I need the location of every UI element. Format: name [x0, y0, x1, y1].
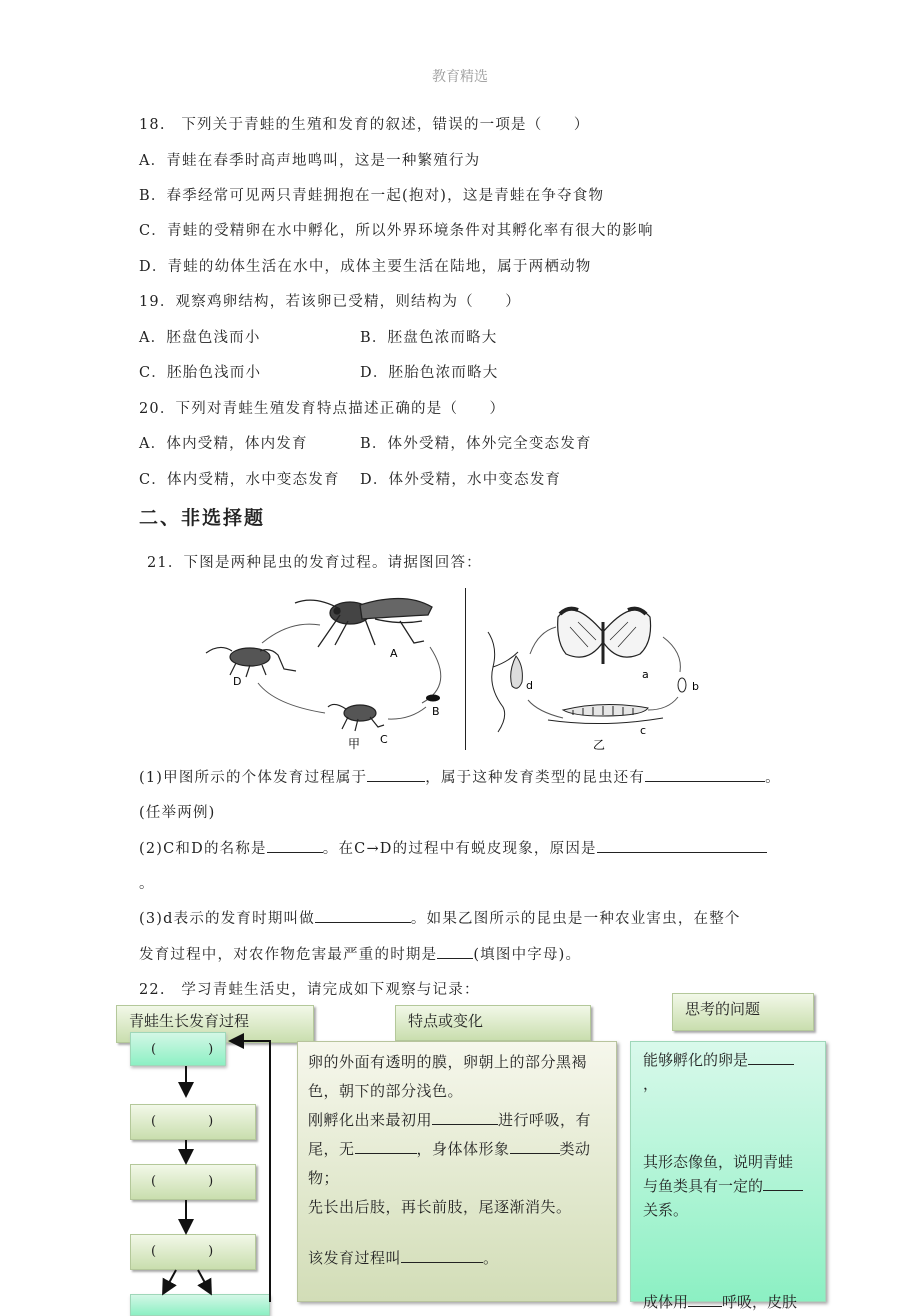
- q21-part1: [139, 766, 781, 787]
- egg-icon: [426, 695, 440, 702]
- features-panel: [297, 1041, 617, 1302]
- answer-blank-13[interactable]: [688, 1294, 722, 1307]
- q18-option-c: C．青蛙的受精卵在水中孵化，所以外界环境条件对其孵化率有很大的影响: [139, 223, 654, 239]
- q21-p1-text-b: ，属于这种发育类型的昆虫还有: [425, 770, 646, 786]
- mid-line-7-b: 。: [483, 1249, 499, 1267]
- q19-stem: 19．观察鸡卵结构，若该卵已受精，则结构为（ ）: [139, 294, 521, 310]
- arrow-4-right: [198, 1270, 210, 1292]
- right-spacer-1: [643, 1096, 813, 1150]
- answer-blank-2[interactable]: [645, 769, 765, 782]
- header-features: 特点或变化: [395, 1005, 591, 1041]
- q21-p1-text-a: (1)甲图所示的个体发育过程属于: [139, 770, 368, 786]
- q19-option-a: A．胚盘色浅而小: [139, 330, 261, 346]
- answer-blank-11[interactable]: [748, 1052, 794, 1065]
- right-line-6: [643, 1290, 813, 1314]
- q20-option-a: A．体内受精，体内发育: [139, 436, 308, 452]
- answer-blank-5[interactable]: [315, 910, 411, 923]
- mid-line-3: [308, 1106, 606, 1135]
- q21-p2-text-b: 。在C→D的过程中有蜕皮现象，原因是: [322, 841, 597, 857]
- mid-line-5: 物；: [308, 1169, 340, 1187]
- q21-part2: [139, 837, 767, 858]
- cycle-arrow-da: [262, 624, 320, 643]
- right-line-6-a: 成体用: [643, 1293, 689, 1311]
- flow-arrows: [120, 1030, 280, 1302]
- right-line-4: [643, 1174, 813, 1198]
- caption-right: 乙: [593, 738, 606, 752]
- right-line-6-b: 呼吸，皮肤: [722, 1293, 798, 1311]
- page-header: 教育精选: [432, 69, 488, 85]
- caption-left: 甲: [348, 737, 361, 751]
- q18-option-a: A．青蛙在春季时高声地鸣叫，这是一种繁殖行为: [139, 153, 481, 169]
- right-line-3: 其形态像鱼，说明青蛙: [643, 1153, 794, 1171]
- q21-part1-note: (任举两例): [139, 805, 216, 821]
- answer-blank-10[interactable]: [401, 1250, 483, 1263]
- q21-part3-cont: [139, 943, 581, 964]
- q21-p3-text-a: (3)d表示的发育时期叫做: [139, 911, 315, 927]
- mid-line-4-b: ，身体体形象: [416, 1140, 510, 1158]
- pupa-branch-icon: [488, 632, 522, 732]
- q21-p3-text-c: 发育过程中，对农作物危害最严重的时期是: [139, 947, 438, 963]
- answer-blank-12[interactable]: [763, 1178, 803, 1191]
- q20-option-b: B．体外受精，体外完全变态发育: [360, 436, 592, 452]
- stage-box-1[interactable]: ( ): [130, 1032, 226, 1066]
- label-c: C: [380, 733, 388, 746]
- butterfly-adult-icon: [558, 609, 651, 664]
- mid-line-1: 卵的外面有透明的膜，卵朝上的部分黑褐: [308, 1053, 588, 1071]
- stage-box-4[interactable]: ( ): [130, 1234, 256, 1270]
- questions-panel: [630, 1041, 826, 1311]
- mid-spacer: [308, 1222, 606, 1244]
- mid-line-2: 色，朝下的部分浅色。: [308, 1082, 464, 1100]
- butterfly-diagram: [478, 592, 728, 752]
- q18-stem: 18. 下列关于青蛙的生殖和发育的叙述，错误的一项是（ ）: [139, 117, 590, 133]
- label-a: A: [390, 647, 398, 660]
- q22-stem: 22. 学习青蛙生活史，请完成如下观察与记录：: [139, 982, 480, 998]
- q21-part2-end: 。: [139, 876, 155, 892]
- right-line-2: ，: [643, 1075, 659, 1093]
- q21-p3-text-d: (填图中字母)。: [473, 947, 582, 963]
- mid-line-4-c: 类动: [559, 1140, 591, 1158]
- cycle-arrow-cd: [258, 683, 325, 713]
- cycle-arrow-right-2: [648, 697, 678, 710]
- q21-p3-text-b: 。如果乙图所示的昆虫是一种农业害虫，在整个: [410, 911, 741, 927]
- stage-box-2[interactable]: ( ): [130, 1104, 256, 1140]
- mid-line-4: [308, 1135, 606, 1164]
- label-b: B: [432, 705, 440, 718]
- q18-option-b: B．春季经常可见两只青蛙拥抱在一起(抱对)，这是青蛙在争夺食物: [139, 188, 605, 204]
- cycle-arrow-right-3: [528, 700, 563, 718]
- answer-blank-1[interactable]: [367, 769, 425, 782]
- butterfly-egg-icon: [678, 678, 686, 692]
- grasshopper-adult-icon: [295, 598, 432, 647]
- header-questions: 思考的问题: [672, 993, 814, 1031]
- q20-stem: 20．下列对青蛙生殖发育特点描述正确的是（ ）: [139, 401, 506, 417]
- mid-line-3-b: 进行呼吸，有: [498, 1111, 592, 1129]
- q20-option-c: C．体内受精，水中变态发育: [139, 472, 340, 488]
- right-line-4-text: 与鱼类具有一定的: [643, 1177, 764, 1195]
- answer-blank-4[interactable]: [597, 840, 767, 853]
- grasshopper-diagram: [200, 585, 460, 753]
- q19-option-b: B．胚盘色浓而略大: [360, 330, 498, 346]
- right-line-1-text: 能够孵化的卵是: [643, 1051, 749, 1069]
- right-line-5: 关系。: [643, 1201, 689, 1219]
- mid-line-6: 先长出后肢，再长前肢，尾逐渐消失。: [308, 1198, 572, 1216]
- q18-option-d: D．青蛙的幼体生活在水中，成体主要生活在陆地，属于两栖动物: [139, 259, 592, 275]
- mid-line-7: [308, 1244, 606, 1273]
- answer-blank-7[interactable]: [432, 1112, 498, 1125]
- mid-line-3-a: 刚孵化出来最初用: [308, 1111, 433, 1129]
- q21-p1-text-c: 。: [765, 770, 781, 786]
- answer-blank-8[interactable]: [355, 1141, 417, 1154]
- arrow-4-left: [164, 1270, 176, 1292]
- cycle-arrow-bc: [388, 707, 426, 719]
- right-line-1: [643, 1048, 813, 1072]
- q19-option-c: C．胚胎色浅而小: [139, 365, 262, 381]
- answer-blank-6[interactable]: [437, 946, 473, 959]
- label-d-right: d: [526, 679, 533, 692]
- label-a-right: a: [642, 668, 649, 681]
- label-d: D: [233, 675, 242, 688]
- answer-blank-9[interactable]: [510, 1141, 560, 1154]
- q21-part3: [139, 907, 741, 928]
- label-c-right: c: [640, 724, 647, 737]
- cycle-arrow-right-1: [663, 637, 680, 672]
- mid-line-7-a: 该发育过程叫: [308, 1249, 402, 1267]
- mid-line-4-a: 尾，无: [308, 1140, 355, 1158]
- stage-box-3[interactable]: ( ): [130, 1164, 256, 1200]
- q21-p2-text-a: (2)C和D的名称是: [139, 841, 267, 857]
- section-title: 二、非选择题: [139, 507, 266, 529]
- arrow-return-loop: [232, 1041, 270, 1302]
- grasshopper-nymph-d-icon: [206, 647, 296, 677]
- cycle-arrow-right-4: [530, 627, 556, 654]
- grasshopper-nymph-c-icon: [328, 704, 384, 731]
- answer-blank-3[interactable]: [267, 840, 323, 853]
- q20-option-d: D．体外受精，水中变态发育: [360, 472, 562, 488]
- caterpillar-icon: [548, 704, 663, 723]
- q21-stem: 21．下图是两种昆虫的发育过程。请据图回答：: [147, 555, 482, 571]
- q19-option-d: D．胚胎色浓而略大: [360, 365, 499, 381]
- right-spacer-2: [643, 1222, 813, 1290]
- header-growth-process: 青蛙生长发育过程: [116, 1005, 314, 1043]
- label-b-right: b: [692, 680, 699, 693]
- figure-divider: [465, 588, 466, 750]
